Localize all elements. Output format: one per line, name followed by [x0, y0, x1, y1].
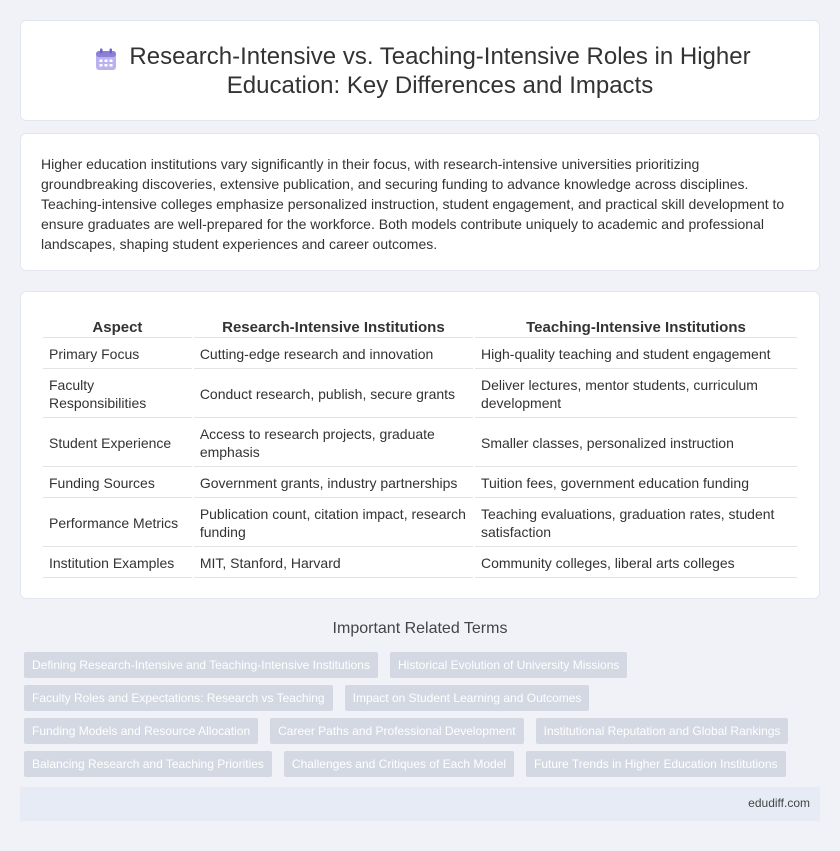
table-cell: Deliver lectures, mentor students, curriculum development [475, 371, 797, 418]
related-term-link[interactable]: Faculty Roles and Expectations: Research vs Teaching [24, 685, 333, 711]
related-term-link[interactable]: Challenges and Critiques of Each Model [284, 751, 514, 777]
table-cell: Conduct research, publish, secure grants [194, 371, 473, 418]
table-cell: High-quality teaching and student engagement [475, 340, 797, 369]
table-header-row [43, 314, 797, 338]
column-header-research: Research-Intensive Institutions [194, 314, 473, 338]
related-terms-title: Important Related Terms [332, 620, 508, 637]
table-cell: Student Experience [43, 420, 192, 467]
related-terms-list [20, 651, 820, 783]
table-row [43, 469, 797, 498]
table-cell: Funding Sources [43, 469, 192, 498]
table-cell: Cutting-edge research and innovation [194, 340, 473, 369]
table-cell: Community colleges, liberal arts colleges [475, 549, 797, 578]
table-cell: Performance Metrics [43, 500, 192, 547]
related-term-link[interactable]: Impact on Student Learning and Outcomes [345, 685, 590, 711]
table-cell: Smaller classes, personalized instruction [475, 420, 797, 467]
footer-site-link[interactable]: edudiff.com [748, 796, 810, 810]
table-cell: Primary Focus [43, 340, 192, 369]
table-cell: MIT, Stanford, Harvard [194, 549, 473, 578]
table-row [43, 420, 797, 467]
comparison-table [41, 312, 799, 580]
table-cell: Government grants, industry partnerships [194, 469, 473, 498]
column-header-teaching: Teaching-Intensive Institutions [475, 314, 797, 338]
title-card [20, 20, 820, 121]
table-row [43, 371, 797, 418]
related-term-link[interactable]: Future Trends in Higher Education Institutions [526, 751, 785, 777]
table-cell: Publication count, citation impact, research funding [194, 500, 473, 547]
related-term-link[interactable]: Defining Research-Intensive and Teaching-Intensive Institutions [24, 652, 378, 678]
table-row [43, 500, 797, 547]
related-term-link[interactable]: Funding Models and Resource Allocation [24, 718, 258, 744]
footer [20, 787, 820, 821]
comparison-table-card [20, 291, 820, 599]
table-cell: Institution Examples [43, 549, 192, 578]
page-title: Research-Intensive vs. Teaching-Intensive Roles in Higher Education: Key Differences and Impacts [129, 42, 751, 99]
table-row [43, 549, 797, 578]
table-cell: Faculty Responsibilities [43, 371, 192, 418]
table-row [43, 340, 797, 369]
table-cell: Access to research projects, graduate emphasis [194, 420, 473, 467]
related-term-link[interactable]: Career Paths and Professional Development [270, 718, 523, 744]
table-cell: Teaching evaluations, graduation rates, student satisfaction [475, 500, 797, 547]
related-term-link[interactable]: Institutional Reputation and Global Rankings [536, 718, 789, 744]
intro-card [20, 133, 820, 271]
intro-paragraph: Higher education institutions vary significantly in their focus, with research-intensive universities prioritizing groundbreaking discoveries, extensive publication, and securing funding to advance knowledge across disciplines. Teaching-intensive colleges emphasize personalized instruction, student engagement, and practical skill development to ensure graduates are well-prepared for the workforce. Both models contribute uniquely to academic and professional landscapes, shaping student experiences and career outcomes. [41, 156, 785, 252]
related-term-link[interactable]: Balancing Research and Teaching Priorities [24, 751, 272, 777]
column-header-aspect: Aspect [43, 314, 192, 338]
related-term-link[interactable]: Historical Evolution of University Missions [390, 652, 627, 678]
table-cell: Tuition fees, government education funding [475, 469, 797, 498]
